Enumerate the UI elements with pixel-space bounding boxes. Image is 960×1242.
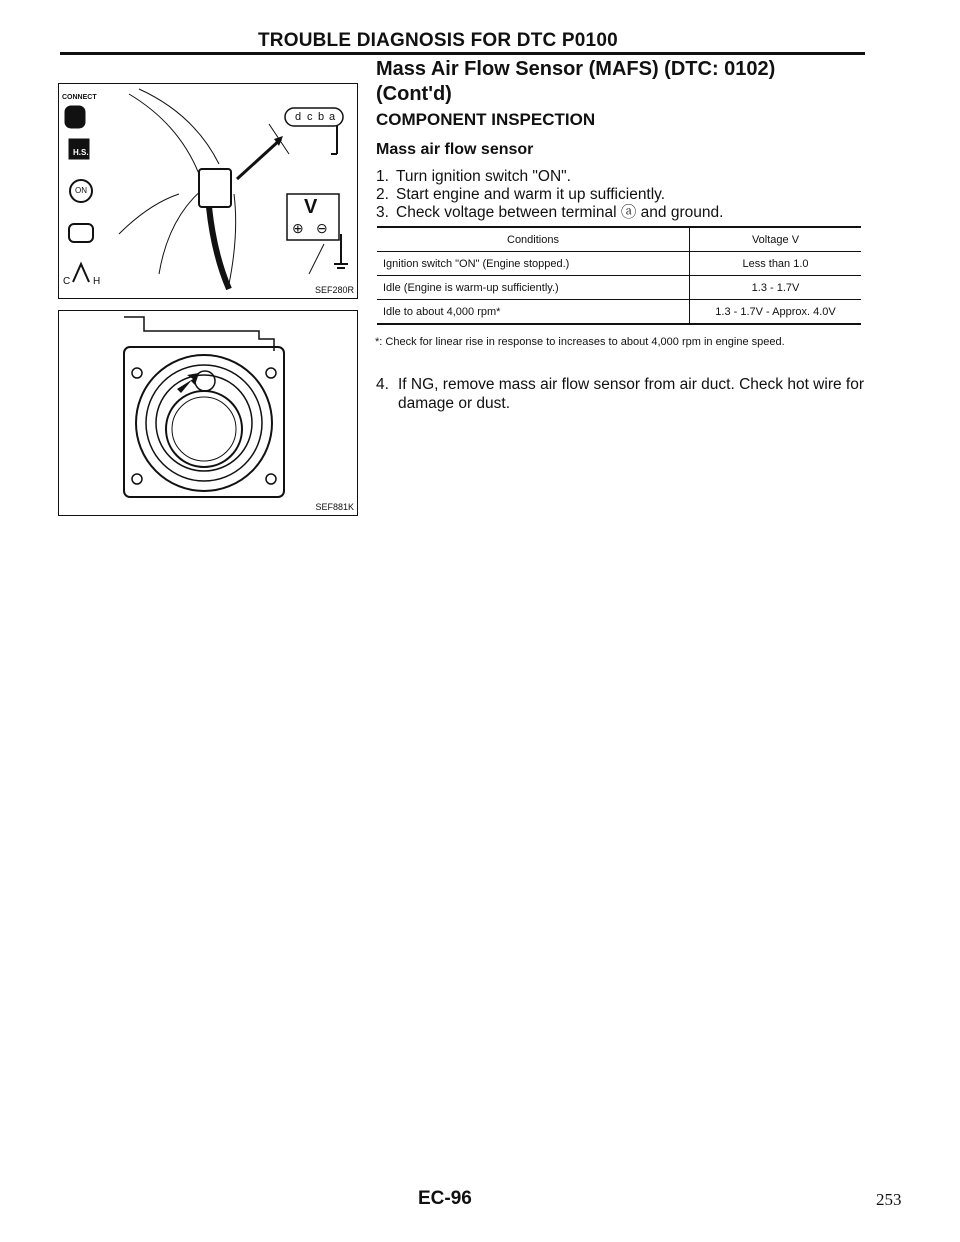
voltage-spec-table [377,226,861,325]
page-title: TROUBLE DIAGNOSIS FOR DTC P0100 [258,30,618,51]
condition-cell: Ignition switch "ON" (Engine stopped.) [377,252,690,276]
step-item: 3. Check voltage between terminal ⓐ and ground. [376,204,724,221]
connect-label: CONNECT [62,94,97,101]
figure-code: SEF280R [314,285,354,295]
on-label: ON [75,186,87,195]
step-item: 2. Start engine and warm it up sufficiently. [376,186,666,203]
bolt-hole-top-left [132,368,142,378]
meter-label: V [304,196,318,218]
bolt-hole-bottom-left [132,474,142,484]
section-title: Mass Air Flow Sensor (MAFS) (DTC: 0102) (Cont'd) [376,58,776,105]
title-rule [60,52,865,55]
page-number: 253 [876,1190,902,1209]
header-conditions: Conditions [377,227,690,252]
page-code: EC-96 [418,1188,472,1209]
temperature-gauge-icon [73,264,89,282]
bolt-hole-bottom-right [266,474,276,484]
figure-sensor-face [58,310,358,516]
table-row [377,300,861,325]
condition-cell: Idle (Engine is warm-up sufficiently.) [377,276,690,300]
sensor-heading: Mass air flow sensor [376,141,534,158]
table-header-row [377,227,861,252]
bolt-hole-top-right [266,368,276,378]
engine-icon [69,224,93,242]
harness-connector [199,169,231,289]
connect-icon [65,106,85,128]
table-footnote: *: Check for linear rise in response to increases to about 4,000 rpm in engine speed. [375,336,785,348]
figure-connector-check [58,83,358,299]
sensor-illustration [59,311,357,515]
c-label: C [63,276,71,287]
terminal-d: d [295,111,306,123]
arrow-to-connector [237,139,281,179]
step-item: 1. Turn ignition switch "ON". [376,168,571,185]
condition-cell: Idle to about 4,000 rpm* [377,300,690,325]
table-row [377,276,861,300]
h-label: H [93,276,101,287]
component-inspection-heading: COMPONENT INSPECTION [376,110,596,129]
step-item: 4. If NG, remove mass air flow sensor from air duct. Check hot wire for damage or dust. [376,376,864,412]
terminal-c: c [307,111,313,123]
terminal-a: a [329,111,336,123]
hs-label: H.S. [73,148,89,157]
figure-code: SEF881K [315,502,354,512]
inspection-steps [376,168,861,222]
voltage-cell: Less than 1.0 [742,257,809,270]
voltage-cell: 1.3 - 1.7V [751,281,800,294]
header-voltage: Voltage V [751,233,800,246]
voltage-cell: 1.3 - 1.7V - Approx. 4.0V [715,305,836,318]
meter-minus-icon: ⊖ [316,220,328,236]
meter-plus-icon: ⊕ [292,220,304,236]
terminal-b: b [318,111,325,123]
table-row [377,252,861,276]
